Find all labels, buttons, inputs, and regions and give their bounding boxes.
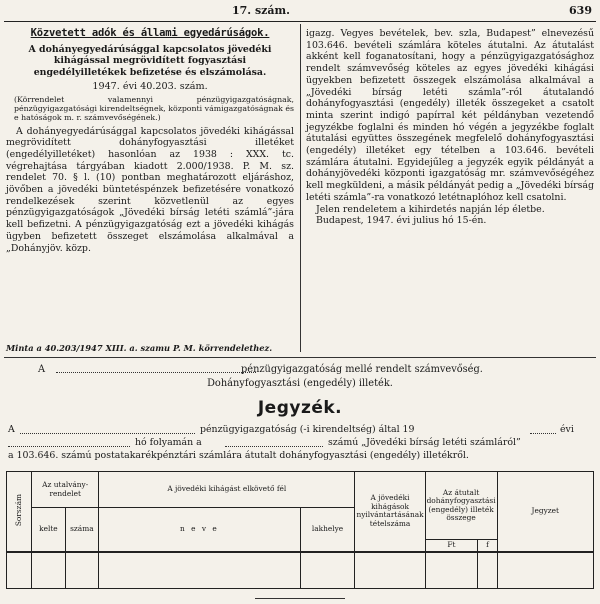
left-column xyxy=(6,28,294,254)
fill-blank xyxy=(20,433,195,434)
group-utalvany: Az utalvány-rendelet xyxy=(32,472,99,508)
right-body-text: igazg. Vegyes bevételek, bev. szla, Budapest” elnevezésű 103.646. bevételi számlára köteles átutalni. Az átutalást akként kell foganatosítani, hogy a pénzügyigazgatósághoz rendelt számvevőség köteles az egyes jövedéki kihágási ügyekben befizetett összegek elszámolása alkalmával a „Jövedéki bírság letéti számla”-ról átutalandó dohányfogyasztási (engedély) illeték összegeket a csatolt minta szerint indigó papírral két példányban vezetendő jegyzékbe foglalni és minden hó végén a jegyzékbe foglalt átutalási együttes összegének megfelelő dohányfogyasztási (engedély) illetéket egy tételben a 103.646. bevételi számlára átutalni. Egyidejűleg a jegyzék egyik példányát a dohányjövedéki központi igazgatóság mr. számvevőségéhez kell megküldeni, a másik példányát pedig a „Jövedéki bírság letéti számla”-ra vonatkozó letétnaplóhoz kell csatolni. xyxy=(306,28,594,203)
group-kihagas: A jövedéki kihágást elkövető fél xyxy=(99,472,355,508)
col-neve: n e v e xyxy=(99,508,300,552)
closing-text: Jelen rendeletem a kihirdetés napján lép életbe. xyxy=(316,203,545,215)
fill-text-2: évi xyxy=(560,424,574,435)
decree-subtitle: A dohányegyedárúsággal kapcsolatos jövedéki kihágással megrövidített fogyasztási engedélyilletékek befizetése és elszámolása. xyxy=(28,43,272,78)
form-line-2: Dohányfogyasztási (engedély) illeték. xyxy=(207,378,393,389)
header-rule xyxy=(4,21,596,22)
col-osszeg: Az átutalt dohányfogyasztási (engedély) illeték összege xyxy=(425,472,497,540)
fill-blank xyxy=(530,433,556,434)
col-f: f xyxy=(478,540,497,552)
fill-text-5: a 103.646. számú postatakarékpénztári számlára átutalt dohányfogyasztási (engedély) illetékről. xyxy=(8,450,469,461)
bottom-rule xyxy=(255,598,345,599)
decree-number: 1947. évi 40.203. szám. xyxy=(92,81,208,93)
fill-blank xyxy=(225,446,323,447)
col-ft: Ft xyxy=(425,540,478,552)
fill-a: A xyxy=(8,424,15,435)
form-reference: Minta a 40.203/1947 XIII. a. szamu P. M. körrendelethez. xyxy=(6,343,273,353)
date-line: Budapest, 1947. évi julius hó 15-én. xyxy=(316,215,487,227)
fill-text-1: pénzügyigazgatóság (-i kirendeltség) által 19 xyxy=(200,424,415,435)
col-lakhelye: lakhelye xyxy=(300,508,355,552)
left-body-text: A dohányegyedárúsággal kapcsolatos jövedéki kihágással megrövidített dohányfogyasztási illetéket (engedélyilletéket) hasonlóan az 1938 : XXX. tc. végrehajtása tárgyában kiadott 2.000/1938. P. M. sz. rendelet 70. § l. (10) pontban meghatározott eljáráshoz, jövőben a jövedéki büntetéspénzek befizetésére vonatkozó rendelkezések szerint közvetlenül az egyes pénzügyigazgatóságok „Jövedéki bírság letéti számlá”-jára kell befizetni. A pénzügyigazgatóság ezt a jövedéki kihágás ügyben befizetett összeget elszámolása alkalmával a „Dohányjöv. közp. xyxy=(6,125,294,254)
separator-rule xyxy=(4,357,596,358)
table-row xyxy=(7,552,594,589)
section-title: Közvetett adók és állami egyedárúságok. xyxy=(30,27,270,39)
fill-text-3: hó folyamán a xyxy=(135,437,202,448)
fill-blank xyxy=(8,446,130,447)
right-column xyxy=(306,28,594,227)
column-divider xyxy=(300,24,301,352)
form-title: Jegyzék. xyxy=(257,398,343,418)
form-line-1-prefix: A xyxy=(38,364,46,375)
col-sorszam-label: Sorszám xyxy=(13,493,23,527)
col-sorszam xyxy=(7,472,32,552)
col-nyilvantartas: A jövedéki kihágások nyilvántartásának tételszáma xyxy=(355,472,425,552)
col-szama: száma xyxy=(65,508,99,552)
decree-recipients: (Körrendelet valamennyi pénzügyigazgatóságnak, pénzügyigazgatósági kirendeltségnek, központi vámigazgatóságnak és e hatóságok m. r. számvevőségének.) xyxy=(14,94,294,123)
issue-number: 17. szám. xyxy=(232,4,291,17)
fill-text-4: számú „Jövedéki bírság letéti számláról” xyxy=(328,437,521,448)
page-number: 639 xyxy=(569,4,592,17)
form-line-1-text: pénzügyigazgatóság mellé rendelt számvevőség. xyxy=(241,364,483,375)
col-jegyzet: Jegyzet xyxy=(497,472,593,552)
register-table xyxy=(6,471,594,589)
col-kelte: kelte xyxy=(32,508,65,552)
fill-blank xyxy=(56,372,256,373)
